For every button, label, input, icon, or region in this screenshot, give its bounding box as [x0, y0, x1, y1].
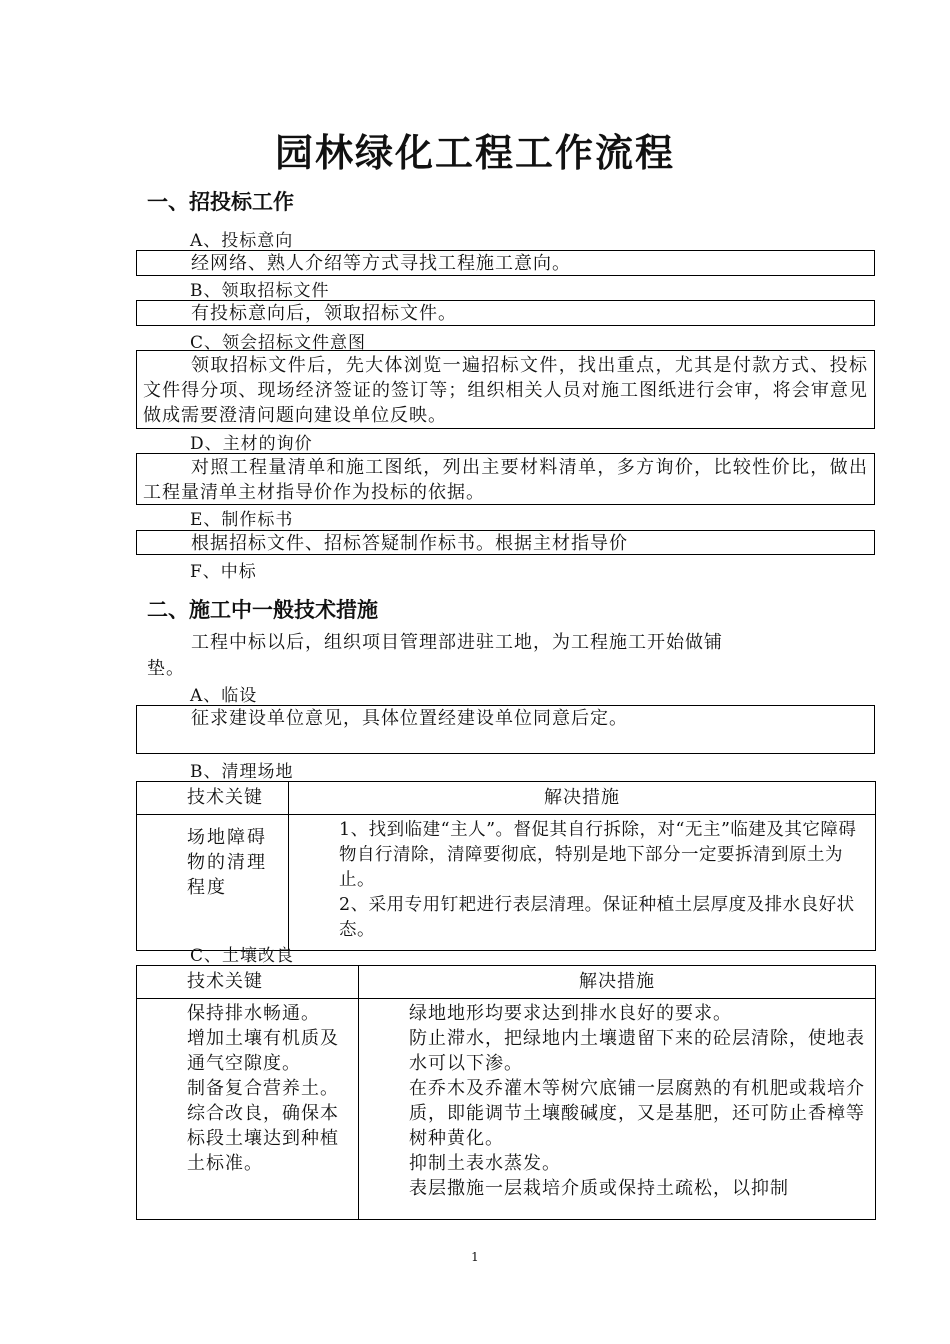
item-box-d: [136, 453, 875, 505]
key-text: 场地障碍物的清理程度: [187, 827, 267, 898]
soil-improvement-label: C、土壤改良: [190, 946, 295, 966]
temp-facility-box: [136, 705, 875, 754]
soil-improvement-table: [136, 965, 876, 1220]
item-text-d: 对照工程量清单和施工图纸，列出主要材料清单，多方询价，比较性价比，做出工程量清单主材指导价作为投标的依据。: [143, 457, 868, 503]
measure-text-2: 2、采用专用钉耙进行表层清理。保证种植土层厚度及排水良好状态。: [339, 895, 855, 940]
section2-intro: [147, 630, 867, 682]
table-row: [137, 815, 876, 951]
temp-facility-label: A、临设: [190, 686, 258, 706]
table-header-row: [137, 966, 876, 999]
measure-line: 绿地地形均要求达到排水良好的要求。: [409, 1003, 732, 1024]
item-text-c: 领取招标文件后，先大体浏览一遍招标文件，找出重点，尤其是付款方式、投标文件得分项、现场经济签证的签订等；组织相关人员对施工图纸进行会审，将会审意见做成需要澄清问题向建设单位反映。: [143, 355, 868, 426]
site-clearing-table: [136, 781, 876, 951]
intro-line-1: 工程中标以后，组织项目管理部进驻工地，为工程施工开始做铺: [191, 632, 723, 653]
item-box-c: [136, 350, 875, 429]
key-line: 制备复合营养土。: [187, 1078, 339, 1099]
item-label-f: F、中标: [190, 562, 257, 582]
intro-line-2: 垫。: [147, 658, 185, 679]
section-heading-bidding: 一、招投标工作: [147, 190, 294, 214]
item-label-c: C、领会招标文件意图: [190, 333, 367, 353]
measure-cell: [359, 999, 876, 1220]
key-line: 综合改良，确保本标段土壤达到种植土标准。: [187, 1103, 339, 1174]
item-label-e: E、制作标书: [190, 510, 294, 530]
header-key: 技术关键: [137, 782, 289, 815]
item-text-e: 根据招标文件、招标答疑制作标书。根据主材指导价: [191, 533, 628, 554]
header-measure: 解决措施: [289, 782, 876, 815]
key-line: 保持排水畅通。: [187, 1003, 320, 1024]
item-box-a: [136, 250, 875, 276]
measure-line: 在乔木及乔灌木等树穴底铺一层腐熟的有机肥或栽培介质，即能调节土壤酸碱度，又是基肥，还可防止香樟等树种黄化。: [409, 1078, 865, 1149]
measure-line: 抑制土表水蒸发。: [409, 1153, 561, 1174]
item-label-d: D、主材的询价: [190, 434, 313, 454]
header-measure: 解决措施: [359, 966, 876, 999]
site-clearing-label: B、清理场地: [190, 762, 294, 782]
header-key: 技术关键: [137, 966, 359, 999]
item-label-b: B、领取招标文件: [190, 281, 330, 301]
page-title: 园林绿化工程工作流程: [274, 131, 675, 175]
measure-text-1: 1、找到临建“主人”。督促其自行拆除，对“无主”临建及其它障碍物自行清除，清障要彻底，特别是地下部分一定要拆清到原土为止。: [339, 820, 857, 890]
item-label-a: A、投标意向: [190, 231, 294, 251]
item-text-b: 有投标意向后，领取招标文件。: [191, 303, 457, 324]
item-box-e: [136, 530, 875, 555]
measure-cell: [289, 815, 876, 951]
page-number: 1: [471, 1250, 479, 1264]
item-box-b: [136, 300, 875, 326]
key-cell: [137, 815, 289, 951]
section-heading-technical: 二、施工中一般技术措施: [147, 598, 378, 622]
item-text-a: 经网络、熟人介绍等方式寻找工程施工意向。: [191, 253, 571, 274]
key-line: 增加土壤有机质及通气空隙度。: [187, 1028, 339, 1074]
measure-line: 表层撒施一层栽培介质或保持土疏松，以抑制: [409, 1178, 789, 1199]
table-header-row: [137, 782, 876, 815]
table-row: [137, 999, 876, 1220]
temp-facility-text: 征求建设单位意见，具体位置经建设单位同意后定。: [191, 708, 628, 729]
key-cell: [137, 999, 359, 1220]
measure-line: 防止滞水，把绿地内土壤遗留下来的砼层清除，使地表水可以下渗。: [409, 1028, 865, 1074]
